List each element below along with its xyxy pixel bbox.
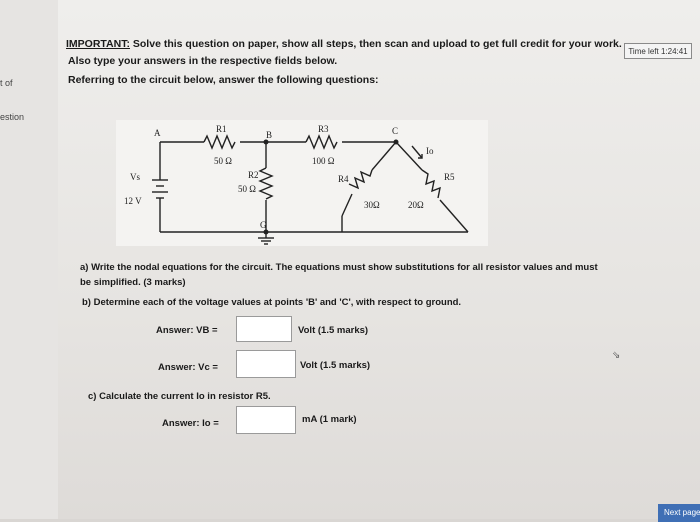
instruction-line-1: [66, 38, 622, 50]
question-a-line-1: a) Write the nodal equations for the circuit. The equations must show substitutions for all resistor values and must: [80, 262, 598, 273]
quiz-navigation-sidebar: [0, 0, 59, 519]
io-answer-input[interactable]: [236, 406, 296, 434]
mouse-cursor-icon: ⇘: [612, 350, 621, 361]
answer-vb-unit: Volt (1.5 marks): [298, 325, 369, 336]
r5-label: R5: [444, 172, 455, 182]
question-a-line-2: be simplified. (3 marks): [80, 277, 186, 288]
important-label: IMPORTANT:: [66, 38, 130, 50]
vc-answer-input[interactable]: [236, 350, 296, 378]
node-g-label: G: [260, 220, 267, 230]
node-a-label: A: [154, 128, 161, 138]
answer-io-unit: mA (1 mark): [302, 414, 357, 425]
r3-value: 100 Ω: [312, 156, 335, 166]
r5-value: 20Ω: [408, 200, 424, 210]
vs-label: Vs: [130, 172, 141, 182]
node-b-dot: [264, 140, 269, 145]
node-g-dot: [264, 230, 269, 235]
io-label: Io: [426, 146, 434, 156]
r1-value: 50 Ω: [214, 156, 232, 166]
sidebar-text-out-of: t of: [0, 78, 13, 88]
answer-io-label: Answer: Io =: [162, 418, 219, 429]
instruction-line-3: Referring to the circuit below, answer the following questions:: [68, 74, 379, 86]
answer-vc-unit: Volt (1.5 marks): [300, 360, 371, 371]
circuit-schematic: [116, 120, 488, 246]
r4-label: R4: [338, 174, 349, 184]
sidebar-text-question: estion: [0, 112, 25, 122]
circuit-diagram: [116, 120, 488, 246]
r3-label: R3: [318, 124, 329, 134]
r2-label: R2: [248, 170, 259, 180]
time-left-indicator: Time left 1:24:41: [624, 43, 692, 59]
next-page-button[interactable]: Next page: [658, 504, 700, 522]
r1-label: R1: [216, 124, 227, 134]
question-b: b) Determine each of the voltage values at points 'B' and 'C', with respect to ground.: [82, 297, 462, 308]
answer-vb-label: Answer: VB =: [156, 325, 218, 336]
node-c-label: C: [392, 126, 399, 136]
r2-value: 50 Ω: [238, 184, 256, 194]
answer-vc-label: Answer: Vc =: [158, 362, 218, 373]
node-c-dot: [394, 140, 399, 145]
instruction-line-1-text: Solve this question on paper, show all steps, then scan and upload to get full credit for your work.: [132, 38, 622, 50]
vb-answer-input[interactable]: [236, 316, 292, 342]
r4-value: 30Ω: [364, 200, 380, 210]
instruction-line-2: Also type your answers in the respective fields below.: [68, 55, 338, 67]
vs-value: 12 V: [124, 196, 142, 206]
question-c: c) Calculate the current Io in resistor R5.: [88, 391, 271, 402]
node-b-label: B: [266, 130, 273, 140]
